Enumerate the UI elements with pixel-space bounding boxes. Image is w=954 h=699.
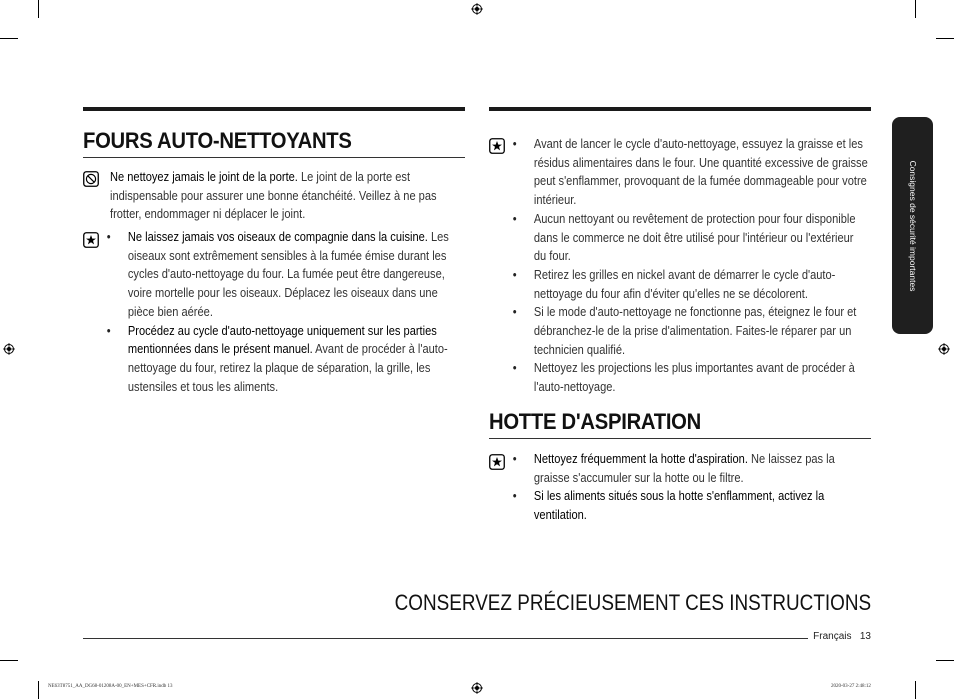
keep-instructions-heading: CONSERVEZ PRÉCIEUSEMENT CES INSTRUCTIONS xyxy=(394,590,871,615)
side-tab-label: Consignes de sécurité importantes xyxy=(907,160,918,291)
footer-rule xyxy=(83,638,808,639)
bullet-text: Les oiseaux sont extrêmement sensibles à la fumée émise durant les cycles d'auto-nettoyage du four. La fumée peut être dangereuse, voire mortelle pour les oiseaux. Déplacez les oiseaux dans une pièce bien aérée. xyxy=(127,230,449,319)
list-item xyxy=(511,487,868,524)
crop-mark xyxy=(915,0,916,18)
bullet-text: Avant de procéder à l'auto-nettoyage du four, retirez la plaque de séparation, la grille, les ustensiles et tous les aliments. xyxy=(127,342,448,394)
print-slug-right: 2020-03-27 2:48:12 xyxy=(831,684,871,689)
list-item xyxy=(105,322,462,397)
right-bullet-list xyxy=(511,135,868,397)
prohibited-icon xyxy=(83,171,99,187)
footer-page-info xyxy=(813,631,871,642)
crop-mark xyxy=(38,681,39,699)
section-title-self-cleaning: FOURS AUTO-NETTOYANTS xyxy=(83,128,352,153)
list-item: • Si le mode d'auto-nettoyage ne fonctionne pas, éteignez le four et débranchez-le de la prise d'alimentation. Faites-le réparer par un technicien qualifié. xyxy=(511,303,868,359)
page-number: 13 xyxy=(859,631,871,642)
crop-mark xyxy=(936,660,954,661)
list-item: • Aucun nettoyant ou revêtement de protection pour four disponible dans le commerce ne doit être utilisé pour l'intérieur ou l'extérieur du four. xyxy=(511,210,868,266)
footer-language: Français xyxy=(813,631,852,642)
warning-text: Le joint de la porte est indispensable pour assurer une bonne étanchéité. Veillez à ne pas frotter, endommager ni déplacer le joint. xyxy=(110,170,437,222)
list-item: • Nettoyez les projections les plus importantes avant de procéder à l'auto-nettoyage. xyxy=(511,359,868,396)
star-icon xyxy=(83,232,99,248)
column-top-rule xyxy=(83,107,465,111)
list-item: • Retirez les grilles en nickel avant de démarrer le cycle d'auto-nettoyage du four afin d'éviter qu'elles ne se décolorent. xyxy=(511,266,868,303)
bullet-text: Ne laissez pas la graisse s'accumuler sur la hotte ou le filtre. xyxy=(533,452,835,485)
list-item xyxy=(105,228,462,322)
section-title-hood: HOTTE D'ASPIRATION xyxy=(489,409,702,434)
crop-mark xyxy=(38,0,39,18)
warning-bold: Ne nettoyez jamais le joint de la porte. xyxy=(110,170,298,184)
title-underline xyxy=(83,157,465,158)
hood-bullet-list xyxy=(511,450,868,525)
side-tab xyxy=(892,117,933,334)
registration-mark-icon xyxy=(938,343,950,355)
title-underline xyxy=(489,438,871,439)
bullet-bold: Nettoyez fréquemment la hotte d'aspiration. xyxy=(533,452,748,466)
star-icon xyxy=(489,138,505,154)
list-item xyxy=(511,450,868,487)
crop-mark xyxy=(915,681,916,699)
bullet-bold: Si les aliments situés sous la hotte s'enflamment, activez la ventilation. xyxy=(533,489,825,523)
crop-mark xyxy=(0,660,18,661)
registration-mark-icon xyxy=(471,682,483,694)
bullet-bold: Procédez au cycle d'auto-nettoyage uniquement sur les parties mentionnées dans le présent manuel. xyxy=(127,323,437,357)
star-icon xyxy=(489,454,505,470)
warning-paragraph xyxy=(110,168,462,224)
print-slug-left: NE63T8751_AA_DG68-01208A-00_EN+MES+CFR.indb 13 xyxy=(48,684,173,689)
crop-mark xyxy=(936,38,954,39)
bullet-bold: Ne laissez jamais vos oiseaux de compagnie dans la cuisine. xyxy=(127,230,428,244)
registration-mark-icon xyxy=(3,343,15,355)
crop-mark xyxy=(0,38,18,39)
column-top-rule xyxy=(489,107,871,111)
left-bullet-list xyxy=(105,228,462,396)
registration-mark-icon xyxy=(471,3,483,15)
list-item: • Avant de lancer le cycle d'auto-nettoyage, essuyez la graisse et les résidus alimentaires dans le four. Une quantité excessive de graisse peut s'enflammer, provoquant de la fumée dommageable pour votre intérieur. xyxy=(511,135,868,210)
